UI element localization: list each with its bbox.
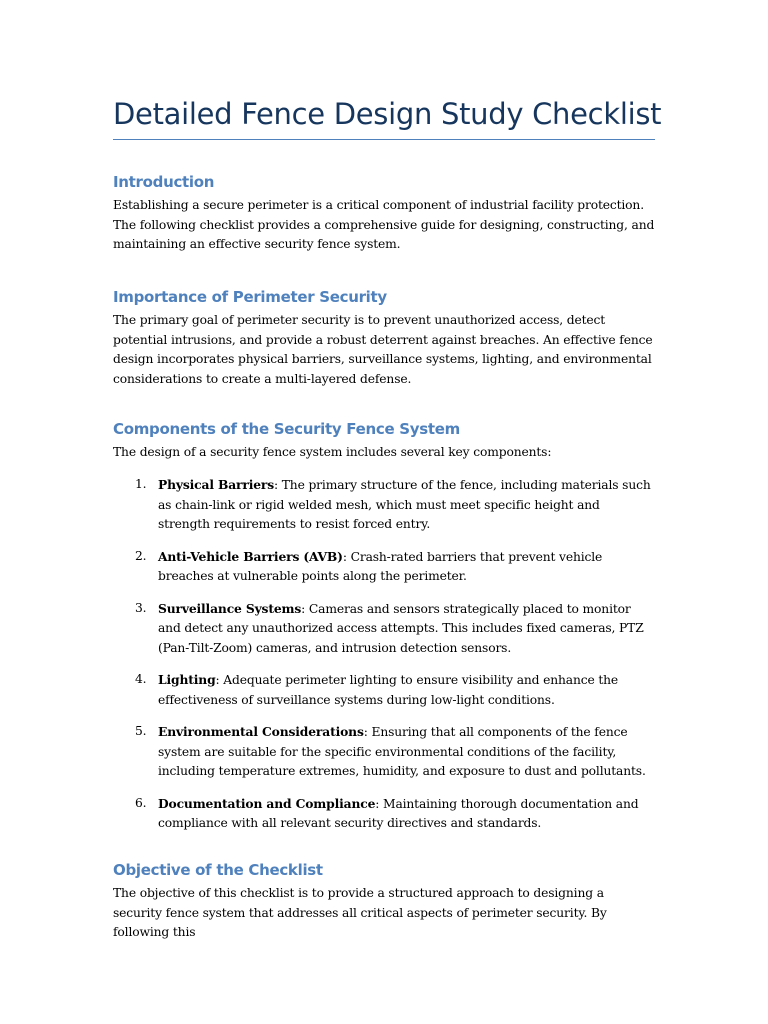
list-item (113, 670, 655, 710)
paragraph-components-intro: The design of a security fence system includes several key components: (113, 445, 552, 459)
components-numbered-list (113, 475, 655, 846)
list-item-number: 4. (135, 672, 147, 686)
list-item-term: Lighting (158, 672, 216, 687)
list-item-text: : Crash-rated barriers that prevent vehicle breaches at vulnerable points along the perimeter. (158, 549, 603, 583)
paragraph-importance: The primary goal of perimeter security is to prevent unauthorized access, detect potential intrusions, and provide a robust deterrent against breaches. An effective fence design incorporates physical barriers, surveillance systems, lighting, and environmental considerations to create a multi-layered defense. (113, 313, 653, 386)
section-heading-objective: Objective of the Checklist (113, 861, 323, 879)
title-underline-rule (113, 139, 655, 140)
section-components (113, 419, 655, 463)
list-item-text: : The primary structure of the fence, including materials such as chain-link or rigid welded mesh, which must meet specific height and strength requirements to resist forced entry. (158, 478, 651, 531)
section-heading-components: Components of the Security Fence System (113, 420, 460, 438)
paragraph-objective: The objective of this checklist is to provide a structured approach to designing a security fence system that addresses all critical aspects of perimeter security. By following this (113, 886, 607, 939)
paragraph-introduction: Establishing a secure perimeter is a critical component of industrial facility protection. The following checklist provides a comprehensive guide for designing, constructing, and maintaining an effective security fence system. (113, 198, 655, 251)
section-importance (113, 287, 655, 389)
list-item-text: : Maintaining thorough documentation and compliance with all relevant security directives and standards. (158, 796, 639, 830)
list-item-text: : Ensuring that all components of the fence system are suitable for the specific environmental conditions of the facility, including temperature extremes, humidity, and exposure to dust and pollutants. (158, 725, 646, 778)
list-item (113, 475, 655, 535)
list-item-number: 3. (135, 600, 147, 615)
list-item-number: 5. (135, 724, 147, 738)
list-item-term: Surveillance Systems (158, 600, 302, 616)
section-heading-introduction: Introduction (113, 173, 215, 191)
list-item-number: 1. (135, 477, 147, 491)
section-introduction (113, 172, 655, 255)
list-item-term: Documentation and Compliance (158, 795, 376, 811)
list-item-text: : Cameras and sensors strategically placed to monitor and detect any unauthorized access attempts. This includes fixed cameras, PTZ (Pan-Tilt-Zoom) cameras, and intrusion detection sensors. (158, 601, 644, 655)
section-heading-importance: Importance of Perimeter Security (113, 288, 387, 306)
list-item-term: Anti-Vehicle Barriers (AVB) (158, 548, 343, 564)
list-item-term: Physical Barriers (158, 477, 274, 492)
list-item (113, 722, 655, 782)
list-item-text: : Adequate perimeter lighting to ensure visibility and enhance the effectiveness of surveillance systems during low-light conditions. (158, 673, 619, 707)
section-objective (113, 860, 655, 943)
list-item-number: 2. (135, 548, 147, 563)
list-item-number: 6. (135, 795, 147, 810)
list-item (113, 599, 655, 659)
list-item (113, 794, 655, 834)
list-item-term: Environmental Considerations (158, 724, 364, 739)
document-title: Detailed Fence Design Study Checklist (113, 97, 662, 131)
list-item (113, 547, 655, 587)
